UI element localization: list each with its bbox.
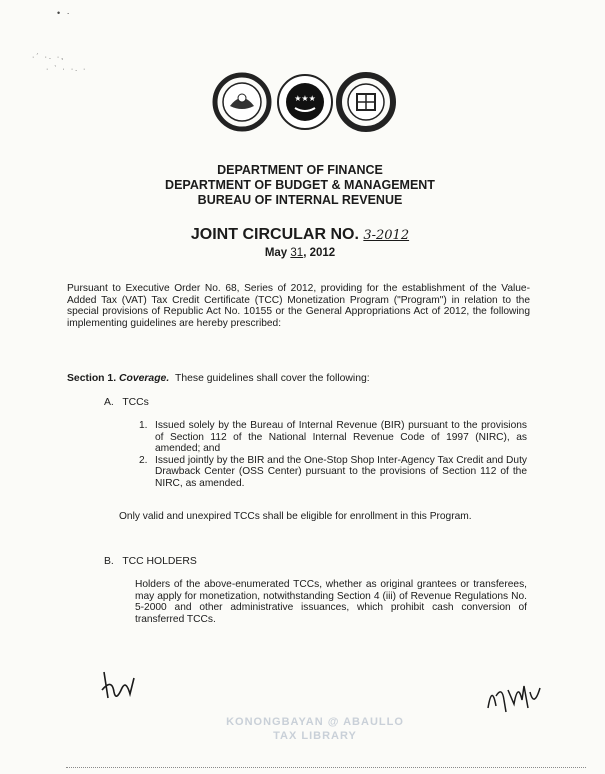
subsection-b-label: B.	[104, 556, 114, 567]
list-item-number: 1.	[139, 420, 148, 431]
header-dbm: DEPARTMENT OF BUDGET & MANAGEMENT	[165, 178, 435, 192]
header-dof: DEPARTMENT OF FINANCE	[217, 163, 383, 177]
library-stamp	[200, 715, 430, 743]
tcc-list	[139, 420, 527, 490]
list-item-text: Issued solely by the Bureau of Internal Revenue (BIR) pursuant to the provisions of Section 112 of the National Internal Revenue Code of 1997 (NIRC), as amended; and	[155, 420, 527, 455]
list-item-number: 2.	[139, 454, 148, 466]
section-1-title: Coverage.	[118, 373, 170, 384]
scan-speck: ·´ ·. ·,	[32, 54, 66, 61]
handwritten-initial-right	[484, 678, 546, 720]
list-item	[139, 420, 527, 455]
section-1-heading	[67, 373, 370, 384]
agency-seals	[212, 72, 392, 134]
scan-speck: · ` · ·. ·	[46, 66, 88, 73]
stamp-line-2: TAX LIBRARY	[273, 730, 357, 742]
list-item	[139, 455, 527, 490]
date-year: , 2012	[303, 247, 336, 259]
circular-date	[150, 247, 450, 259]
circular-title	[150, 226, 450, 244]
list-item-text: Issued jointly by the BIR and the One-Stop Shop Inter-Agency Tax Credit and Duty Drawback Center (OSS Center) pursuant to the provisions of Section 112 of the NIRC, as amended.	[155, 454, 527, 489]
section-1-label: Section 1.	[67, 373, 117, 384]
subsection-a-heading	[104, 397, 149, 408]
subsection-a-title: TCCs	[122, 397, 149, 408]
bir-seal-icon	[336, 72, 396, 132]
dbm-seal-icon	[275, 72, 335, 132]
subsection-a-label: A.	[104, 397, 114, 408]
svg-text:★★★: ★★★	[294, 94, 316, 103]
date-month: May	[264, 247, 288, 259]
handwritten-initial-left	[98, 668, 140, 708]
agency-header	[80, 163, 520, 208]
section-1-text: These guidelines shall cover the following:	[175, 373, 370, 384]
footer-dotted-rule	[66, 767, 586, 768]
date-day: 31	[290, 247, 304, 259]
eligibility-note: Only valid and unexpired TCCs shall be eligible for enrollment in this Program.	[119, 511, 472, 522]
subsection-b-title: TCC HOLDERS	[122, 556, 197, 567]
dof-seal-icon	[212, 72, 272, 132]
subsection-b-heading	[104, 556, 197, 567]
stamp-line-1: KONONGBAYAN @ ABAULLO	[226, 716, 404, 728]
circular-number-handwritten: 3-2012	[363, 228, 410, 243]
circular-label: JOINT CIRCULAR NO.	[190, 226, 359, 243]
tcc-holders-paragraph: Holders of the above-enumerated TCCs, whether as original grantees or transferees, may apply for monetization, notwithstanding Section 4 (iii) of Revenue Regulations No. 5-2000 and other administrative issuances, which prohibit cash conversion of transferred TCCs.	[135, 579, 527, 625]
header-bir: BUREAU OF INTERNAL REVENUE	[197, 193, 403, 207]
scan-speck: • ·	[57, 8, 72, 18]
intro-paragraph: Pursuant to Executive Order No. 68, Series of 2012, providing for the establishment of the Value-Added Tax (VAT) Tax Credit Certificate (TCC) Monetization Program ("Program") in relation to the special provisions of Republic Act No. 10155 or the General Appropriations Act of 2012, the following implementing guidelines are hereby prescribed:	[67, 283, 530, 329]
